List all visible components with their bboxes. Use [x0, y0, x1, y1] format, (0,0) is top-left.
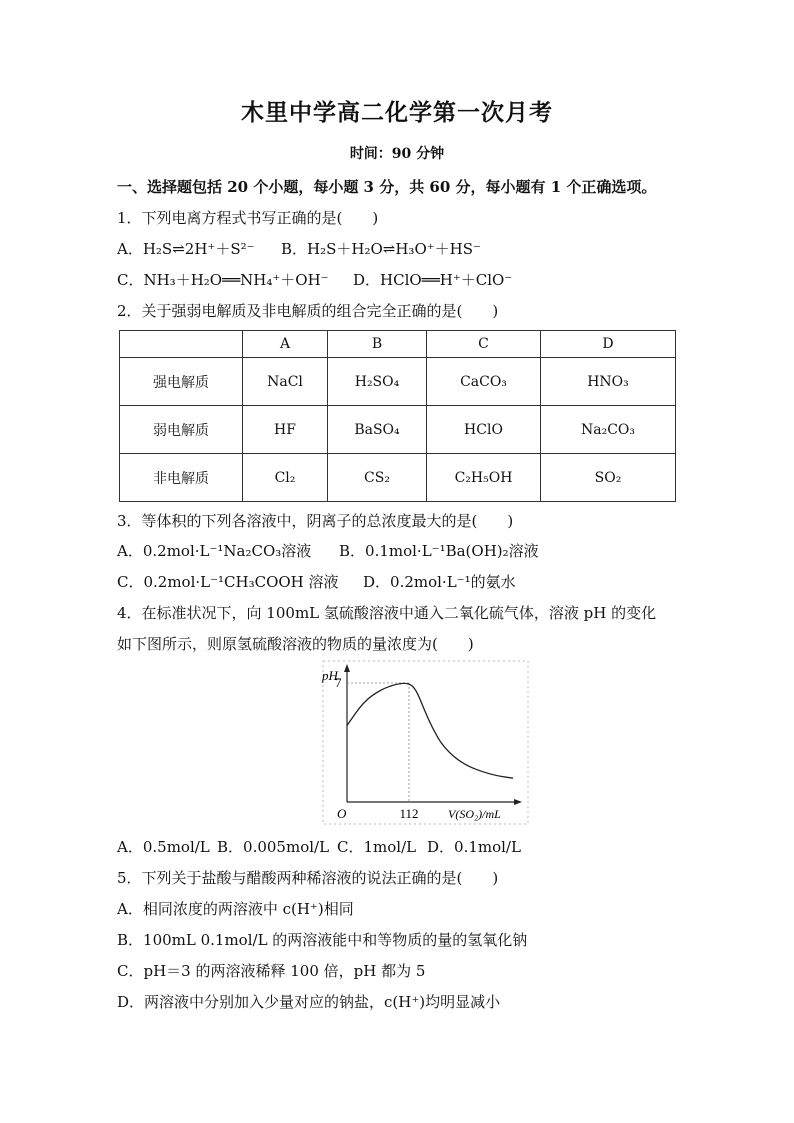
electrolyte-table [119, 330, 676, 502]
q4-option-a: A．0.5mol/L [117, 838, 210, 856]
figure-frame [323, 661, 528, 824]
q3-option-a: A．0.2mol·L⁻¹Na₂CO₃溶液 [117, 542, 312, 560]
q5-option-c: C．pH＝3 的两溶液稀释 100 倍，pH 都为 5 [117, 962, 426, 980]
table-cell: CaCO₃ [427, 358, 541, 406]
table-cell: SO₂ [541, 454, 676, 502]
table-cell: HF [243, 406, 328, 454]
table-row [120, 406, 676, 454]
y-axis-label: pH [322, 668, 338, 683]
question-1-options-row1 [117, 238, 481, 259]
y-axis-arrow [344, 664, 350, 672]
q1-option-b: B．H₂S＋H₂O⇌H₃O⁺＋HS⁻ [281, 240, 481, 258]
ph-curve-chart [318, 660, 532, 828]
table-cell: HClO [427, 406, 541, 454]
table-cell: NaCl [243, 358, 328, 406]
table-cell: Na₂CO₃ [541, 406, 676, 454]
page-title: 木里中学高二化学第一次月考 [241, 99, 553, 126]
table-cell: D [541, 331, 676, 358]
table-cell: A [243, 331, 328, 358]
q1-option-a: A．H₂S⇌2H⁺＋S²⁻ [117, 240, 255, 258]
question-4-stem-line2: 如下图所示，则原氢硫酸溶液的物质的量浓度为( ) [117, 635, 474, 653]
q5-option-b: B．100mL 0.1mol/L 的两溶液能中和等物质的量的氢氧化钠 [117, 931, 528, 949]
x-axis-arrow [514, 799, 522, 805]
x-tick-label: 112 [399, 806, 419, 821]
table-cell: HNO₃ [541, 358, 676, 406]
y-tick-label: 7 [335, 675, 342, 690]
table-cell: 非电解质 [120, 454, 243, 502]
q4-option-b: B．0.005mol/L [217, 838, 330, 856]
q1-option-c: C．NH₃＋H₂O══NH₄⁺＋OH⁻ [117, 271, 329, 289]
table-cell [120, 331, 243, 358]
question-4-options [117, 836, 521, 857]
question-3-options-row1 [117, 540, 539, 561]
q5-option-d: D．两溶液中分别加入少量对应的钠盐，c(H⁺)均明显减小 [117, 993, 501, 1011]
table-cell: CS₂ [328, 454, 427, 502]
q5-option-a: A．相同浓度的两溶液中 c(H⁺)相同 [117, 900, 354, 918]
q1-option-d: D．HClO══H⁺＋ClO⁻ [353, 271, 513, 289]
table-cell: C [427, 331, 541, 358]
chart-axes [344, 664, 522, 805]
table-cell: BaSO₄ [328, 406, 427, 454]
table-row [120, 358, 676, 406]
table-cell: 弱电解质 [120, 406, 243, 454]
table-header-row [120, 331, 676, 358]
question-1-options-row2 [117, 269, 512, 290]
table-row [120, 454, 676, 502]
table-cell: B [328, 331, 427, 358]
question-3-stem: 3．等体积的下列各溶液中，阴离子的总浓度最大的是( ) [117, 512, 514, 530]
q3-option-d: D．0.2mol·L⁻¹的氨水 [363, 573, 516, 591]
section-heading: 一、选择题包括 20 个小题，每小题 3 分，共 60 分，每小题有 1 个正确选项。 [117, 178, 657, 196]
exam-time: 时间：90 分钟 [349, 146, 445, 162]
q3-option-c: C．0.2mol·L⁻¹CH₃COOH 溶液 [117, 573, 339, 591]
table-cell: H₂SO₄ [328, 358, 427, 406]
question-3-options-row2 [117, 571, 516, 592]
table-cell: Cl₂ [243, 454, 328, 502]
q4-option-d: D．0.1mol/L [427, 838, 521, 856]
x-axis-label: V(SO₂)/mL [448, 807, 501, 821]
question-5-stem: 5．下列关于盐酸与醋酸两种稀溶液的说法正确的是( ) [117, 869, 499, 887]
table-cell: C₂H₅OH [427, 454, 541, 502]
q4-option-c: C．1mol/L [337, 838, 417, 856]
table-cell: 强电解质 [120, 358, 243, 406]
question-1-stem: 1．下列电离方程式书写正确的是( ) [117, 209, 379, 227]
ph-curve-line [347, 683, 513, 778]
question-2-stem: 2．关于强弱电解质及非电解质的组合完全正确的是( ) [117, 302, 499, 320]
q3-option-b: B．0.1mol·L⁻¹Ba(OH)₂溶液 [339, 542, 539, 560]
origin-label: O [337, 806, 347, 821]
question-4-stem-line1: 4．在标准状况下，向 100mL 氢硫酸溶液中通入二氧化硫气体，溶液 pH 的变化 [117, 604, 657, 622]
